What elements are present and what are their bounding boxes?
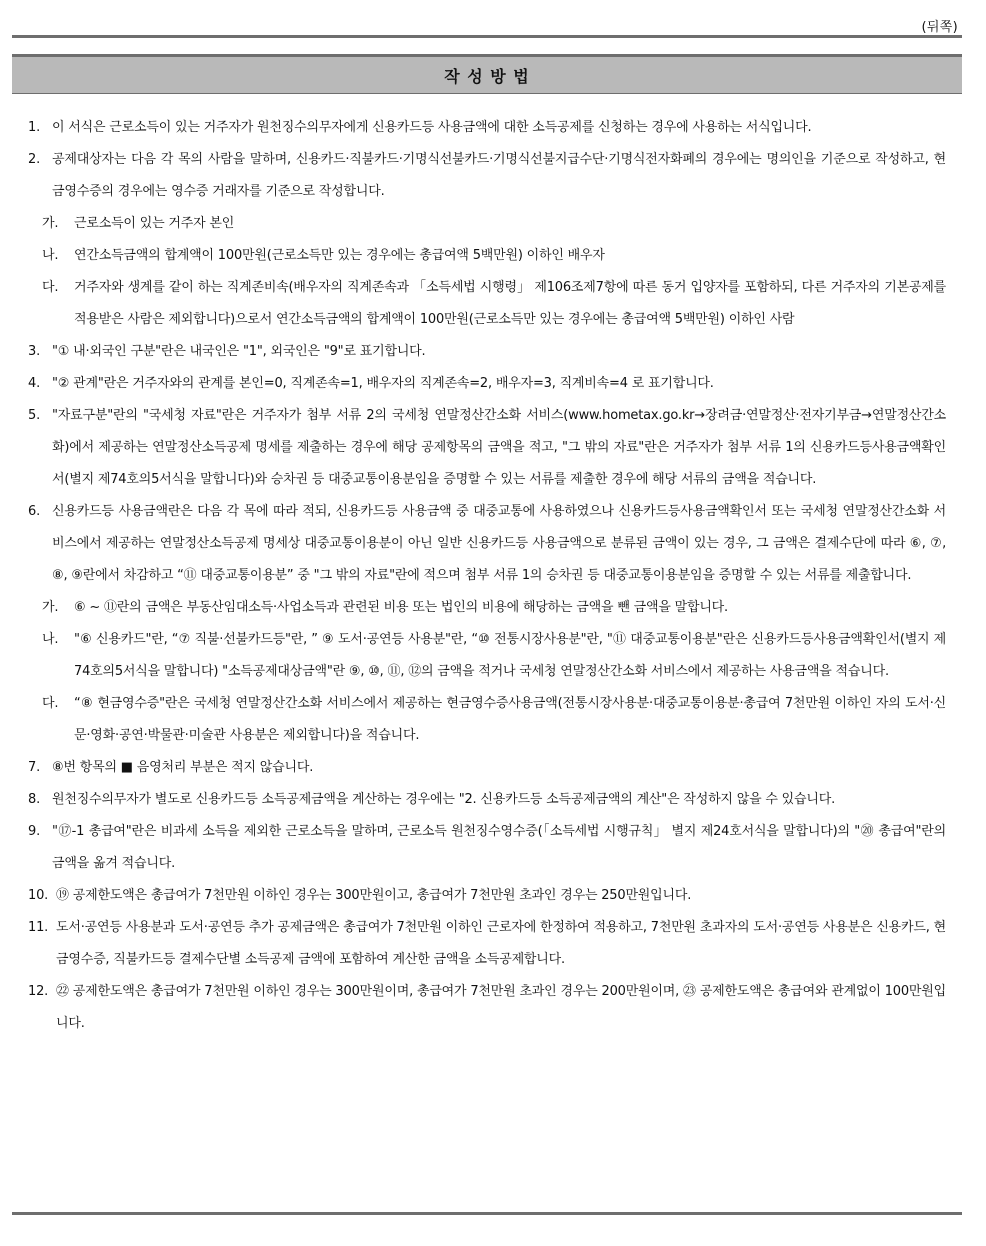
item-marker: 2. <box>28 152 41 167</box>
item-marker: 5. <box>28 408 41 423</box>
item-text: 근로소득이 있는 거주자 본인 <box>74 216 235 231</box>
page-side-label: (뒤쪽) <box>921 20 958 35</box>
item-marker: 다. <box>42 696 59 711</box>
instruction-item-8 <box>12 784 962 816</box>
item-marker: 1. <box>28 120 41 135</box>
item-text: ㉒ 공제한도액은 총급여가 7천만원 이하인 경우는 300만원이며, 총급여가 7천만원 초과인 경우는 200만원이며, ㉓ 공제한도액은 총급여와 관계없이 100만원입니다. <box>56 984 946 1031</box>
instruction-subitem-2-na <box>12 240 962 272</box>
instruction-item-4 <box>12 368 962 400</box>
instruction-subitem-6-ga <box>12 592 962 624</box>
instruction-item-7 <box>12 752 962 784</box>
item-marker: 8. <box>28 792 41 807</box>
item-text: 신용카드등 사용금액란은 다음 각 목에 따라 적되, 신용카드등 사용금액 중 대중교통에 사용하였으나 신용카드등사용금액확인서 또는 국세청 연말정산간소화 서비스에서 제공하는 연말정산소득공제 명세상 대중교통이용분이 아닌 일반 신용카드등 사용금액으로 분류된 금액이 있는 경우, 그 금액은 결제수단에 따라 ⑥, ⑦, ⑧, ⑨란에서 차감하고 “⑪ 대중교통이용분” 중 "그 밖의 자료"란에 적으며 첨부 서류 1의 승차권 등 대중교통이용분임을 증명할 수 있는 서류를 제출합니다. <box>52 504 946 583</box>
instruction-subitem-2-ga <box>12 208 962 240</box>
item-marker: 가. <box>42 600 59 615</box>
item-text: "⑰-1 총급여"란은 비과세 소득을 제외한 근로소득을 말하며, 근로소득 원천징수영수증(「소득세법 시행규칙」 별지 제24호서식을 말합니다)의 "⑳ 총급여"란의 금액을 옮겨 적습니다. <box>52 824 946 871</box>
item-text: 이 서식은 근로소득이 있는 거주자가 원천징수의무자에게 신용카드등 사용금액에 대한 소득공제를 신청하는 경우에 사용하는 서식입니다. <box>52 120 812 135</box>
item-text: 원천징수의무자가 별도로 신용카드등 소득공제금액을 계산하는 경우에는 "2. 신용카드등 소득공제금액의 계산"은 작성하지 않을 수 있습니다. <box>52 792 836 807</box>
instruction-list <box>12 112 962 1040</box>
item-text: 공제대상자는 다음 각 목의 사람을 말하며, 신용카드·직불카드·기명식선불카드·기명식선불지급수단·기명식전자화폐의 경우에는 명의인을 기준으로 작성하고, 현금영수증의 경우에는 영수증 거래자를 기준으로 작성합니다. <box>52 152 946 199</box>
item-text: “⑧ 현금영수증"란은 국세청 연말정산간소화 서비스에서 제공하는 현금영수증사용금액(전통시장사용분·대중교통이용분·총급여 7천만원 이하인 자의 도서·신문·영화·공연·박물관·미술관 사용분은 제외합니다)을 적습니다. <box>74 696 946 743</box>
instruction-item-6 <box>12 496 962 592</box>
instruction-item-5 <box>12 400 962 496</box>
item-marker: 9. <box>28 824 41 839</box>
instruction-item-12 <box>12 976 962 1040</box>
item-text: "자료구분"란의 "국세청 자료"란은 거주자가 첨부 서류 2의 국세청 연말정산간소화 서비스(www.hometax.go.kr→장려금·연말정산·전자기부금→연말정산간소화)에서 제공하는 연말정산소득공제 명세를 제출하는 경우에 해당 공제항목의 금액을 적고, "그 밖의 자료"란은 거주자가 첨부 서류 1의 신용카드등사용금액확인서(별지 제74호의5서식을 말합니다)와 승차권 등 대중교통이용분임을 증명할 수 있는 서류를 제출한 경우에 해당 서류의 금액을 적습니다. <box>52 408 946 487</box>
instruction-item-1 <box>12 112 962 144</box>
item-text: ⑥ ~ ⑪란의 금액은 부동산임대소득·사업소득과 관련된 비용 또는 법인의 비용에 해당하는 금액을 뺀 금액을 말합니다. <box>74 600 728 615</box>
item-marker: 다. <box>42 280 59 295</box>
instruction-item-2 <box>12 144 962 208</box>
item-marker: 6. <box>28 504 41 519</box>
section-title: 작 성 방 법 <box>444 66 530 86</box>
item-marker: 나. <box>42 632 59 647</box>
item-text: 연간소득금액의 합계액이 100만원(근로소득만 있는 경우에는 총급여액 5백만원) 이하인 배우자 <box>74 248 605 263</box>
item-text: 거주자와 생계를 같이 하는 직계존비속(배우자의 직계존속과 「소득세법 시행령」 제106조제7항에 따른 동거 입양자를 포함하되, 다른 거주자의 기본공제를 적용받은 사람은 제외합니다)으로서 연간소득금액의 합계액이 100만원(근로소득만 있는 경우에는 총급여액 5백만원) 이하인 사람 <box>74 280 946 327</box>
item-text: "⑥ 신용카드"란, “⑦ 직불·선불카드등"란, ” ⑨ 도서·공연등 사용분"란, “⑩ 전통시장사용분"란, "⑪ 대중교통이용분"란은 신용카드등사용금액확인서(별지 제74호의5서식을 말합니다) "소득공제대상금액"란 ⑨, ⑩, ⑪, ⑫의 금액을 적거나 국세청 연말정산간소화 서비스에서 제공하는 사용금액을 적습니다. <box>74 632 946 679</box>
item-marker: 나. <box>42 248 59 263</box>
item-text: ⑧번 항목의 ■ 음영처리 부분은 적지 않습니다. <box>52 760 314 775</box>
item-text: ⑲ 공제한도액은 총급여가 7천만원 이하인 경우는 300만원이고, 총급여가 7천만원 초과인 경우는 250만원입니다. <box>56 888 692 903</box>
instruction-item-10 <box>12 880 962 912</box>
instruction-subitem-6-da <box>12 688 962 752</box>
item-marker: 7. <box>28 760 41 775</box>
item-marker: 11. <box>28 920 49 935</box>
item-marker: 4. <box>28 376 41 391</box>
item-text: 도서·공연등 사용분과 도서·공연등 추가 공제금액은 총급여가 7천만원 이하인 근로자에 한정하여 적용하고, 7천만원 초과자의 도서·공연등 사용분은 신용카드, 현금영수증, 직불카드등 결제수단별 소득공제 금액에 포함하여 계산한 금액을 소득공제합니다. <box>56 920 946 967</box>
item-marker: 12. <box>28 984 49 999</box>
top-divider <box>12 35 962 38</box>
item-marker: 10. <box>28 888 49 903</box>
item-text: "① 내·외국인 구분"란은 내국인은 "1", 외국인은 "9"로 표기합니다. <box>52 344 426 359</box>
instruction-subitem-6-na <box>12 624 962 688</box>
item-text: "② 관계"란은 거주자와의 관계를 본인=0, 직계존속=1, 배우자의 직계존속=2, 배우자=3, 직계비속=4 로 표기합니다. <box>52 376 714 391</box>
item-marker: 3. <box>28 344 41 359</box>
bottom-divider <box>12 1212 962 1215</box>
item-marker: 가. <box>42 216 59 231</box>
instruction-item-11 <box>12 912 962 976</box>
section-title-bar <box>12 54 962 94</box>
instruction-item-3 <box>12 336 962 368</box>
instruction-subitem-2-da <box>12 272 962 336</box>
instruction-item-9 <box>12 816 962 880</box>
